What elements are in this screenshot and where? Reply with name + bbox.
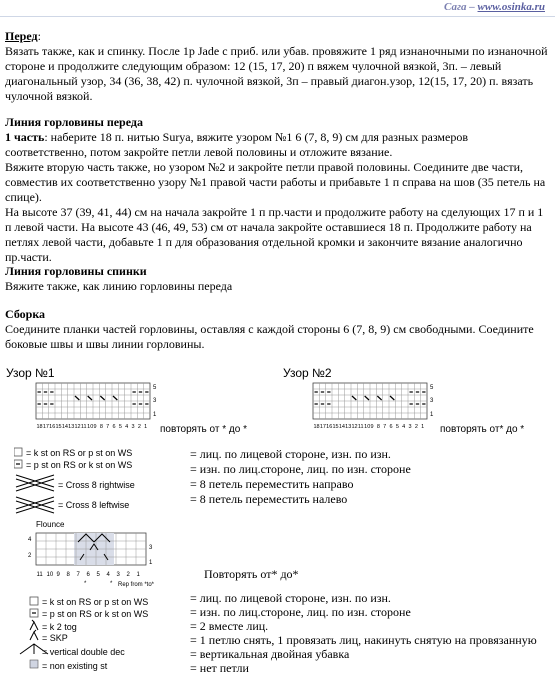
legend2-vdd-ru: = вертикальная двойная убавка bbox=[190, 647, 350, 661]
flounce-star-left-icon: * bbox=[84, 581, 87, 587]
front-neck-p3: На высоте 37 (39, 41, 44) см на начала закройте 1 п пр.части и продолжите работу на сделующих 17 п и 1 п левой части. На высоте 43 (46, 49, 53) см от начала закройте оставшиеся 18 п. Продолжите работу на петлях левой части, добавьте 1 п для образования отдельной кромки и закончите вязание аналогично пр.части. bbox=[5, 205, 544, 264]
legend2-skp-ru: = 1 петлю снять, 1 провязать лиц, накинуть снятую на провязанную bbox=[190, 633, 537, 647]
legend2-knit-en: = k st on RS or p st on WS bbox=[42, 597, 149, 607]
chart1-repeat: повторять от * до * bbox=[160, 424, 247, 435]
back-neck-heading: Линия горловины спинки bbox=[5, 264, 147, 278]
chart2-col-2: 2 bbox=[414, 424, 418, 430]
flounce-col-4: 4 bbox=[106, 572, 110, 578]
chart2-col-9: 9 bbox=[370, 424, 374, 430]
k2tog-icon bbox=[30, 620, 38, 630]
flounce-row-1: 1 bbox=[149, 560, 153, 566]
chart2-col-16: 16 bbox=[326, 424, 333, 430]
chart2-col-17: 17 bbox=[319, 424, 326, 430]
legend2-vdd-en: = vertical double dec bbox=[42, 647, 125, 657]
chart1-grid bbox=[6, 380, 186, 440]
legend2-k2tog-ru: = 2 вместе лиц. bbox=[190, 619, 269, 633]
flounce-row-4: 4 bbox=[28, 537, 32, 543]
legend1-purl-en: = p st on RS or k st on WS bbox=[26, 460, 133, 470]
flounce-col-10: 10 bbox=[46, 572, 54, 578]
chart2-col-3: 3 bbox=[408, 424, 412, 430]
chart2-col-12: 12 bbox=[351, 424, 358, 430]
flounce-col-11: 11 bbox=[36, 572, 43, 578]
flounce-col-1: 1 bbox=[136, 572, 140, 578]
site-header bbox=[0, 0, 555, 17]
chart2-row-5: 5 bbox=[430, 385, 434, 391]
flounce-repeat-ru: Повторять от* до* bbox=[204, 567, 299, 581]
chart1-col-3: 3 bbox=[131, 424, 135, 430]
chart2-col-7: 7 bbox=[383, 424, 387, 430]
flounce-chart bbox=[6, 530, 186, 592]
legend1-knit-ru: = лиц. по лицевой стороне, изн. по изн. bbox=[190, 447, 391, 461]
chart2-col-11: 11 bbox=[357, 424, 364, 430]
chart2-repeat: повторять от* до * bbox=[440, 424, 525, 435]
assembly-section bbox=[5, 307, 550, 352]
flounce-col-3: 3 bbox=[116, 572, 120, 578]
flounce-col-9: 9 bbox=[56, 572, 60, 578]
knit-symbol2-icon bbox=[30, 597, 38, 605]
legend2-nonexist-en: = non existing st bbox=[42, 661, 108, 671]
front-neck-section bbox=[5, 115, 550, 265]
flounce-col-6: 6 bbox=[86, 572, 90, 578]
chart2-grid bbox=[283, 380, 463, 440]
cross-left-icon bbox=[16, 497, 54, 513]
chart1-col-1: 1 bbox=[144, 424, 148, 430]
chart1-col-9: 9 bbox=[93, 424, 97, 430]
chart1-row-3: 3 bbox=[153, 398, 157, 404]
front-neck-part1 bbox=[5, 130, 550, 160]
flounce-col-7: 7 bbox=[76, 572, 80, 578]
flounce-row-3: 3 bbox=[149, 545, 153, 551]
chart2-col-18: 18 bbox=[313, 424, 320, 430]
chart1-col-11: 11 bbox=[80, 424, 87, 430]
chart1-row-5: 5 bbox=[153, 385, 157, 391]
back-neck-section bbox=[5, 264, 550, 294]
chart1-col-2: 2 bbox=[137, 424, 141, 430]
legend1-cross-right-en: = Cross 8 rightwise bbox=[58, 480, 135, 490]
chart1-col-17: 17 bbox=[42, 424, 49, 430]
legend2-purl-ru: = изн. по лиц.стороне, лиц. по изн. стороне bbox=[190, 605, 411, 619]
site-prefix: Сага – bbox=[444, 1, 478, 13]
knit-symbol-icon bbox=[14, 448, 22, 456]
chart2-col-8: 8 bbox=[376, 424, 380, 430]
legend1-purl-ru: = изн. по лиц.стороне, лиц. по изн. стороне bbox=[190, 462, 411, 476]
front-neck-p2: Вяжите вторую часть также, но узором №2 и закройте петли правой половины. Соедините две части, совместив их соответственно узору №1 правой части работы и прибавьте 1 п справа на шов (35 петель на спице). bbox=[5, 160, 546, 204]
chart1-col-7: 7 bbox=[106, 424, 110, 430]
front-section bbox=[5, 29, 550, 104]
legend2-skp-en: = SKP bbox=[42, 633, 68, 643]
chart2-col-15: 15 bbox=[332, 424, 339, 430]
part1-label: 1 часть bbox=[5, 130, 45, 144]
chart1-col-13: 13 bbox=[68, 424, 75, 430]
legend2-k2tog-en: = k 2 tog bbox=[42, 622, 77, 632]
chart1-col-12: 12 bbox=[74, 424, 81, 430]
flounce-rep: Rep from *to* bbox=[118, 582, 155, 588]
chart1-col-15: 15 bbox=[55, 424, 62, 430]
chart1-col-4: 4 bbox=[125, 424, 129, 430]
chart1-col-8: 8 bbox=[99, 424, 103, 430]
flounce-col-8: 8 bbox=[66, 572, 70, 578]
flounce-star-right-icon: * bbox=[110, 581, 113, 587]
chart2-col-1: 1 bbox=[421, 424, 425, 430]
part1-text: : наберите 18 п. нитью Surya, вяжите узором №1 6 (7, 8, 9) см для разных размеров соответственно, потом закройте петли левой половины и отложите вязание. bbox=[5, 130, 468, 159]
legend1-cross-right-ru: = 8 петель переместить направо bbox=[190, 477, 354, 491]
front-body: Вязать также, как и спинку. После 1р Jade с приб. или убав. провяжите 1 ряд изнаночными по изнаночной стороне и продолжите следующим образом: 12 (15, 17, 20) п вяжем чулочной вязкой, 3п. – левый диагональный узор, 34 (36, 38, 42) п. чулочной вязкой, 3п – правый диагон.узор, 12(15, 17, 20) п. вязать чулочной вязкой. bbox=[5, 44, 548, 103]
chart1-col-14: 14 bbox=[61, 424, 68, 430]
chart2-col-13: 13 bbox=[345, 424, 352, 430]
legend2-purl-en: = p st on RS or k st on WS bbox=[42, 609, 149, 619]
flounce-col-2: 2 bbox=[126, 572, 130, 578]
cross-right-icon bbox=[16, 475, 54, 491]
assembly-body: Соедините планки частей горловины, оставляя с каждой стороны 6 (7, 8, 9) см свободными. Соедините боковые швы и швы линии горловины. bbox=[5, 322, 534, 351]
flounce-title: Flounce bbox=[36, 520, 65, 529]
legend1-knit-en: = k st on RS or p st on WS bbox=[26, 448, 133, 458]
front-neck-heading: Линия горловины переда bbox=[5, 115, 143, 129]
back-neck-body: Вяжите также, как линию горловины переда bbox=[5, 279, 233, 293]
chart1-title: Узор №1 bbox=[6, 366, 55, 380]
chart1-row-1: 1 bbox=[153, 412, 157, 418]
chart1-col-16: 16 bbox=[49, 424, 56, 430]
chart2-col-14: 14 bbox=[338, 424, 345, 430]
site-link[interactable]: www.osinka.ru bbox=[477, 1, 545, 13]
site-credit bbox=[444, 1, 545, 13]
non-existing-st-icon bbox=[30, 660, 38, 668]
chart1-col-18: 18 bbox=[36, 424, 43, 430]
chart1-col-6: 6 bbox=[112, 424, 116, 430]
legend1-cross-left-ru: = 8 петель переместить налево bbox=[190, 492, 348, 506]
chart2-col-6: 6 bbox=[389, 424, 393, 430]
legend1-cross-left-en: = Cross 8 leftwise bbox=[58, 500, 130, 510]
chart1-col-10: 10 bbox=[87, 424, 94, 430]
chart2-title: Узор №2 bbox=[283, 366, 332, 380]
chart2-col-4: 4 bbox=[402, 424, 406, 430]
chart2-row-1: 1 bbox=[430, 412, 434, 418]
front-heading: Перед bbox=[5, 29, 38, 43]
assembly-heading: Сборка bbox=[5, 307, 46, 321]
colon: : bbox=[37, 29, 41, 43]
flounce-col-5: 5 bbox=[96, 572, 100, 578]
chart2-col-10: 10 bbox=[364, 424, 371, 430]
flounce-row-2: 2 bbox=[28, 553, 32, 559]
legend2-nonexist-ru: = нет петли bbox=[190, 661, 249, 675]
chart1-col-5: 5 bbox=[118, 424, 122, 430]
skp-icon bbox=[30, 630, 38, 640]
legend2-knit-ru: = лиц. по лицевой стороне, изн. по изн. bbox=[190, 591, 391, 605]
chart2-col-5: 5 bbox=[395, 424, 399, 430]
chart2-row-3: 3 bbox=[430, 398, 434, 404]
